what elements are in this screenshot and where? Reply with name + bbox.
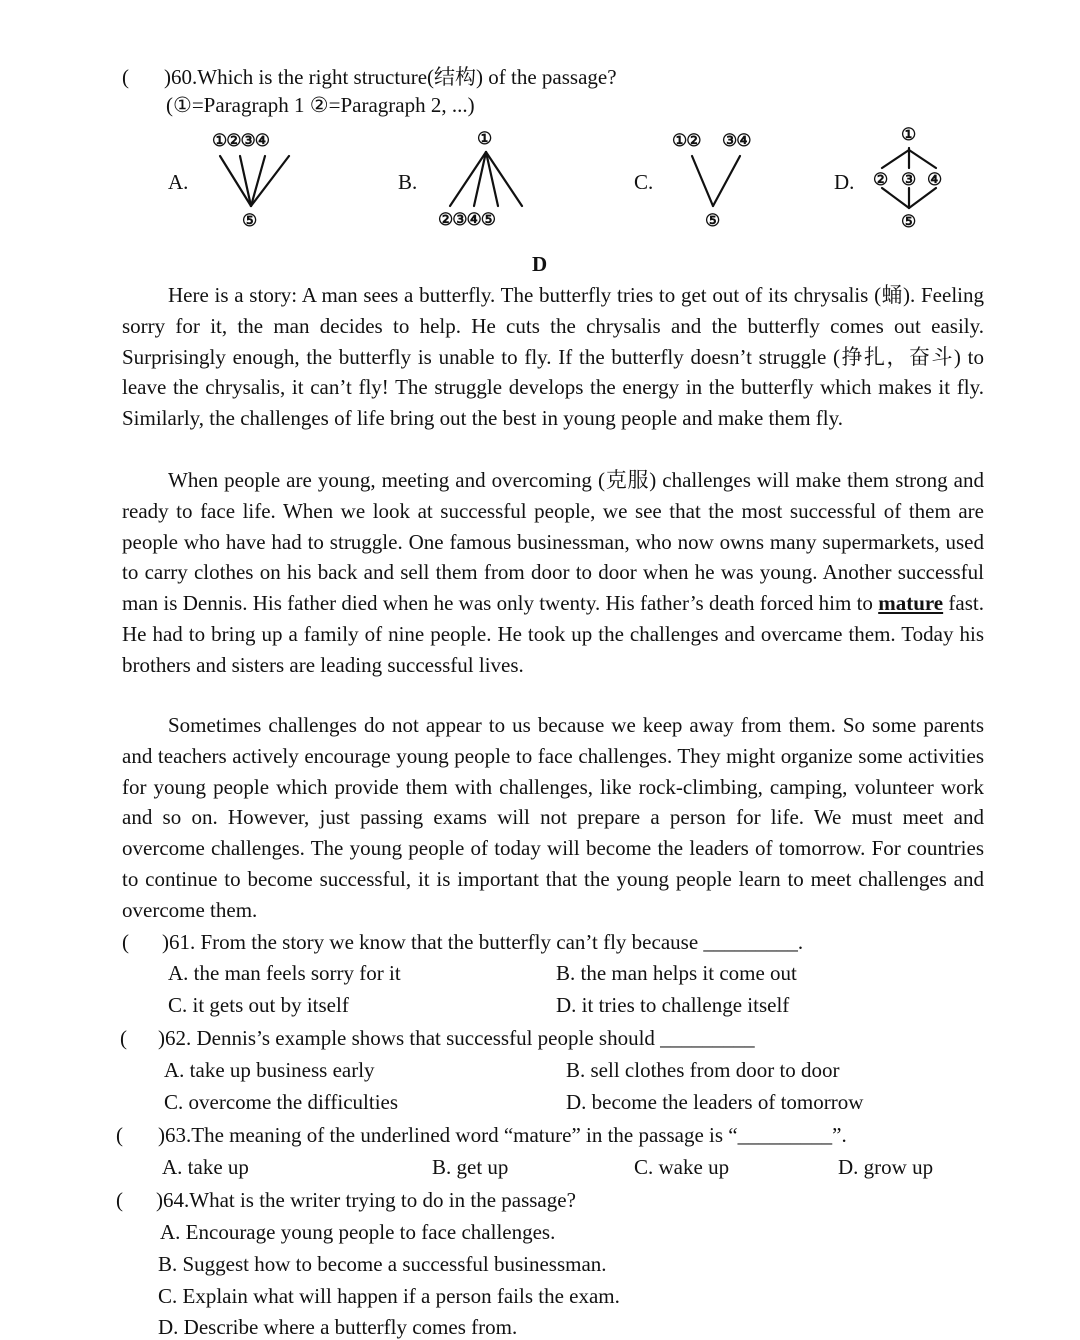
q62-question: )62. Dennis’s example shows that successful people should _________ [158, 1026, 755, 1050]
q62-option-c[interactable]: C. overcome the difficulties [164, 1090, 399, 1114]
q62-option-a[interactable]: A. take up business early [164, 1058, 375, 1082]
q61-question: )61. From the story we know that the butterfly can’t fly because _________. [162, 930, 804, 954]
q64-bracket: ( [116, 1188, 123, 1212]
q60-number: )60. [164, 65, 198, 89]
q63-option-b[interactable]: B. get up [432, 1155, 509, 1179]
q62-bracket: ( [120, 1026, 127, 1050]
q64-option-a[interactable]: A. Encourage young people to face challenges. [160, 1220, 556, 1244]
section-heading: D [532, 252, 548, 276]
passage-paragraph-3 [122, 710, 984, 930]
paragraph-2-text-after: fast. He had to bring up a family of nine people. He took up the challenges and overcame them. Today his brothers and sisters are leading successful lives. [122, 591, 984, 677]
q63-bracket: ( [116, 1123, 123, 1147]
q63-question: )63.The meaning of the underlined word “mature” in the passage is “_________”. [158, 1123, 847, 1147]
q60-option-d-bottom-label: ⑤ [901, 212, 916, 231]
q61-option-c[interactable]: C. it gets out by itself [168, 993, 349, 1017]
q60-option-a-diagram [210, 150, 300, 210]
q60-option-d-mid-label: ③ [901, 170, 916, 189]
q60-option-d-top-label: ① [901, 125, 916, 144]
q64-question: )64.What is the writer trying to do in the passage? [156, 1188, 576, 1212]
q60-bracket: ( [122, 65, 129, 89]
q60-option-d-left-label: ② [873, 170, 888, 189]
q60-option-c-letter: C. [634, 170, 654, 194]
q60-option-d-right-label: ④ [927, 170, 942, 189]
q60-option-a-top-labels: ①②③④ [212, 131, 269, 150]
paragraph-3-text: Sometimes challenges do not appear to us because we keep away from them. So some parents and teachers actively encourage young people to face challenges. They might organize some activities for young people which provide them with challenges, like rock-climbing, camping, volunteer work and so on. However, just passing exams will not prepare a person for life. We must meet and overcome challenges. The young people of today will become the leaders of tomorrow. For countries to continue to become successful, it is important that the young people learn to meet challenges and overcome them. [122, 713, 984, 922]
q64-option-c[interactable]: C. Explain what will happen if a person fails the exam. [158, 1284, 620, 1308]
q60-option-c-diagram [680, 150, 750, 210]
q60-option-a-letter: A. [168, 170, 189, 194]
q63-option-d[interactable]: D. grow up [838, 1155, 934, 1179]
q60-option-a-bottom-label: ⑤ [242, 211, 257, 230]
q60-text: Which is the right structure(结构) of the passage? [197, 65, 617, 89]
q60-option-d-letter: D. [834, 170, 855, 194]
q60-question [164, 64, 617, 90]
q60-option-c-top-left-labels: ①② [672, 131, 701, 150]
q60-legend: (①=Paragraph 1 ②=Paragraph 2, ...) [166, 93, 475, 117]
q61-option-d[interactable]: D. it tries to challenge itself [556, 993, 790, 1017]
q60-option-c-top-right-labels: ③④ [722, 131, 751, 150]
q63-option-a[interactable]: A. take up [162, 1155, 249, 1179]
q62-option-d[interactable]: D. become the leaders of tomorrow [566, 1090, 864, 1114]
q61-option-b[interactable]: B. the man helps it come out [556, 961, 797, 985]
q60-option-b-bottom-labels: ②③④⑤ [438, 210, 495, 229]
paragraph-2-text-before: When people are young, meeting and overcoming (克服) challenges will make them strong and ready to face life. When we look at successful people, we see that the most successful of them are people who have had to struggle. One famous businessman, who now owns many supermarkets, used to carry clothes on his back and sell them from door to door when he was young. Another successful man is Dennis. His father died when he was only twenty. His father’s death forced him to [122, 468, 984, 616]
q64-option-d[interactable]: D. Describe where a butterfly comes from. [158, 1315, 518, 1339]
underlined-word-mature: mature [878, 591, 944, 616]
passage-paragraph-2 [122, 465, 984, 713]
q60-option-b-letter: B. [398, 170, 418, 194]
q62-option-b[interactable]: B. sell clothes from door to door [566, 1058, 840, 1082]
q60-option-c-bottom-label: ⑤ [705, 211, 720, 230]
paragraph-1-text: Here is a story: A man sees a butterfly. The butterfly tries to get out of its chrysalis (蛹). Feeling sorry for it, the man decides to help. He cuts the chrysalis and the butterfly comes out easily. Surprisingly enough, the butterfly is unable to fly. If the butterfly doesn’t struggle (挣扎，奋斗) to leave the chrysalis, it can’t fly! The struggle develops the energy in the butterfly which makes it fly. Similarly, the challenges of life bring out the best in young people and make them fly. [122, 283, 984, 431]
q60-option-b-top-label: ① [477, 129, 492, 148]
q60-option-b-diagram [440, 148, 530, 210]
q61-bracket: ( [122, 930, 129, 954]
q63-option-c[interactable]: C. wake up [634, 1155, 730, 1179]
passage-paragraph-1 [122, 280, 984, 466]
q64-option-b[interactable]: B. Suggest how to become a successful businessman. [158, 1252, 607, 1276]
q61-option-a[interactable]: A. the man feels sorry for it [168, 961, 401, 985]
